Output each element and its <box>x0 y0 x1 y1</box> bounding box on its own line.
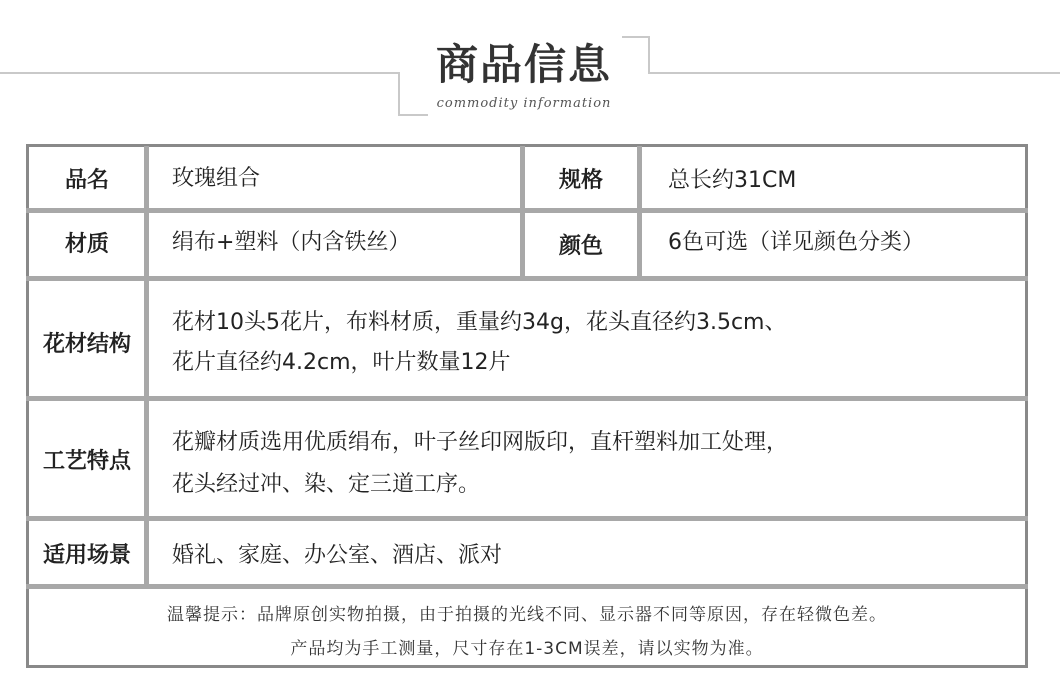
section-title: 商品信息 <box>435 40 612 89</box>
header-bracket-left-foot <box>398 114 428 116</box>
value-color: 6色可选（详见颜色分类） <box>668 230 924 255</box>
row-divider <box>26 208 1028 213</box>
row-divider <box>26 276 1028 281</box>
value-craft-line1: 花瓣材质选用优质绢布，叶子丝印网版印，直杆塑料加工处理， <box>172 430 789 455</box>
value-material: 绢布+塑料（内含铁丝） <box>172 230 411 255</box>
value-structure-line1: 花材10头5花片，布料材质，重量约34g，花头直径约3.5cm、 <box>172 310 787 335</box>
info-table <box>26 144 1028 668</box>
label-craft: 工艺特点 <box>42 449 131 474</box>
header-bracket-right <box>648 36 650 74</box>
header-bracket-right-top <box>622 36 650 38</box>
label-structure: 花材结构 <box>42 332 131 357</box>
section-subtitle: commodity information <box>436 96 612 111</box>
value-spec: 总长约31CM <box>668 168 797 193</box>
label-product-name: 品名 <box>64 168 109 193</box>
row-divider <box>26 396 1028 401</box>
label-scene: 适用场景 <box>42 543 131 568</box>
label-material: 材质 <box>64 232 109 257</box>
header-rule-right <box>650 72 1060 74</box>
label-spec: 规格 <box>558 168 603 193</box>
note-color-difference: 温馨提示：品牌原创实物拍摄，由于拍摄的光线不同、显示器不同等原因，存在轻微色差。 <box>167 605 887 625</box>
row-divider <box>26 584 1028 589</box>
value-product-name: 玫瑰组合 <box>172 166 261 191</box>
value-scene: 婚礼、家庭、办公室、酒店、派对 <box>172 543 503 568</box>
header-rule-left <box>0 72 400 74</box>
row-divider <box>26 516 1028 521</box>
note-measurement: 产品均为手工测量，尺寸存在1-3CM误差，请以实物为准。 <box>290 639 764 659</box>
column-divider <box>637 146 642 278</box>
value-craft-line2: 花头经过冲、染、定三道工序。 <box>172 472 481 497</box>
column-divider <box>144 146 149 586</box>
value-structure-line2: 花片直径约4.2cm，叶片数量12片 <box>172 350 511 375</box>
label-color: 颜色 <box>558 234 603 259</box>
